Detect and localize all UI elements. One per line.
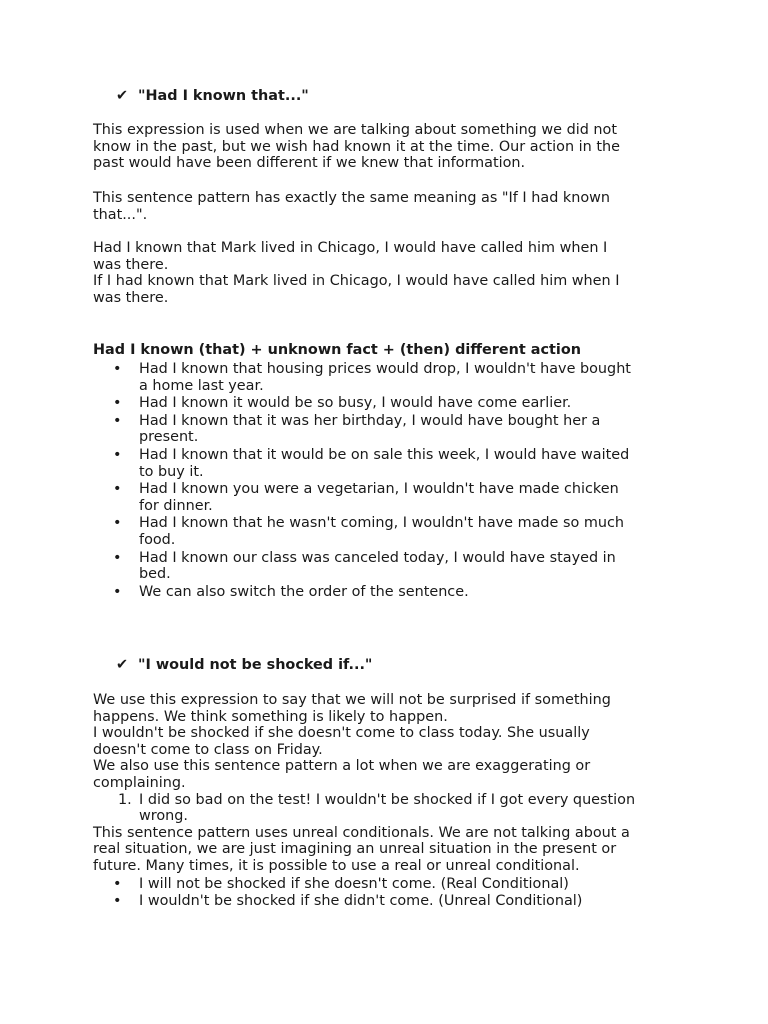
text-line: happens. We think something is likely to happen. xyxy=(93,708,448,725)
text-line: Had I known that housing prices would drop, I wouldn't have bought xyxy=(139,361,631,377)
text-line: that...". xyxy=(93,206,148,223)
text-line: was there. xyxy=(93,256,169,273)
text-line: present. xyxy=(139,429,199,446)
text-line: I will not be shocked if she doesn't come. (Real Conditional) xyxy=(139,875,569,892)
text-line: Had I known you were a vegetarian, I wouldn't have made chicken xyxy=(139,481,619,498)
section1-examples xyxy=(93,240,619,306)
checkmark-icon: ✔ xyxy=(116,88,129,104)
list-item xyxy=(93,361,631,394)
checkmark-icon: ✔ xyxy=(116,657,129,673)
text-line: We use this expression to say that we will not be surprised if something xyxy=(93,692,611,708)
section2-heading-text: "I would not be shocked if..." xyxy=(138,657,373,673)
section1-bullet-list xyxy=(93,361,631,600)
list-item xyxy=(93,413,631,446)
text-line: doesn't come to class on Friday. xyxy=(93,741,323,758)
list-item xyxy=(93,481,631,514)
list-item xyxy=(93,447,631,480)
text-line: This sentence pattern has exactly the same meaning as "If I had known xyxy=(93,190,611,206)
bullet-icon: • xyxy=(113,361,122,377)
list-item xyxy=(93,584,631,601)
bullet-icon: • xyxy=(113,875,122,892)
text-line: to buy it. xyxy=(139,463,204,480)
text-line: I did so bad on the test! I wouldn't be shocked if I got every question xyxy=(139,791,636,808)
list-item xyxy=(93,876,635,893)
bullet-icon: • xyxy=(113,515,122,532)
text-line: This sentence pattern uses unreal conditionals. We are not talking about a xyxy=(93,824,630,841)
text-line: Had I known that Mark lived in Chicago, I would have called him when I xyxy=(93,240,608,256)
bullet-icon: • xyxy=(113,412,122,429)
bullet-icon: • xyxy=(113,583,122,600)
section1-heading xyxy=(116,88,309,105)
section1-formula xyxy=(93,342,581,359)
section1-heading-text: "Had I known that..." xyxy=(138,88,309,104)
list-item xyxy=(93,792,635,825)
text-line: Had I known it would be so busy, I would have come earlier. xyxy=(139,395,572,412)
text-line: We also use this sentence pattern a lot when we are exaggerating or xyxy=(93,758,591,775)
section1-pattern-note xyxy=(93,190,610,223)
formula-text: Had I known (that) + unknown fact + (then) different action xyxy=(93,342,581,358)
text-line: Had I known our class was canceled today, I would have stayed in xyxy=(139,549,616,566)
text-line: This expression is used when we are talking about something we did not xyxy=(93,122,617,138)
list-item xyxy=(93,550,631,583)
text-line: was there. xyxy=(93,289,169,306)
text-line: Had I known that he wasn't coming, I wouldn't have made so much xyxy=(139,515,625,532)
text-line: complaining. xyxy=(93,774,186,791)
bullet-icon: • xyxy=(113,893,122,910)
text-line: past would have been different if we knew that information. xyxy=(93,155,526,172)
bullet-icon: • xyxy=(113,549,122,566)
bullet-icon: • xyxy=(113,446,122,463)
bullet-icon: • xyxy=(113,481,122,498)
text-line: future. Many times, it is possible to use a real or unreal conditional. xyxy=(93,857,580,874)
list-item xyxy=(93,395,631,412)
list-number: 1. xyxy=(118,791,132,808)
text-line: bed. xyxy=(139,566,171,583)
text-line: Had I known that it was her birthday, I would have bought her a xyxy=(139,412,601,429)
bullet-icon: • xyxy=(113,395,122,412)
section2-body xyxy=(93,692,635,910)
text-line: I wouldn't be shocked if she didn't come. (Unreal Conditional) xyxy=(139,893,583,910)
list-item xyxy=(93,515,631,548)
text-line: food. xyxy=(139,531,176,548)
text-line: Had I known that it would be on sale this week, I would have waited xyxy=(139,446,630,463)
text-line: a home last year. xyxy=(139,377,264,394)
text-line: I wouldn't be shocked if she doesn't come to class today. She usually xyxy=(93,725,590,742)
text-line: wrong. xyxy=(139,808,189,825)
text-line: We can also switch the order of the sentence. xyxy=(139,583,469,600)
text-line: If I had known that Mark lived in Chicago, I would have called him when I xyxy=(93,273,620,290)
text-line: real situation, we are just imagining an unreal situation in the present or xyxy=(93,841,617,858)
section2-heading xyxy=(116,657,372,674)
section1-intro xyxy=(93,122,620,172)
text-line: for dinner. xyxy=(139,497,213,514)
text-line: know in the past, but we wish had known it at the time. Our action in the xyxy=(93,138,620,155)
list-item xyxy=(93,893,635,910)
